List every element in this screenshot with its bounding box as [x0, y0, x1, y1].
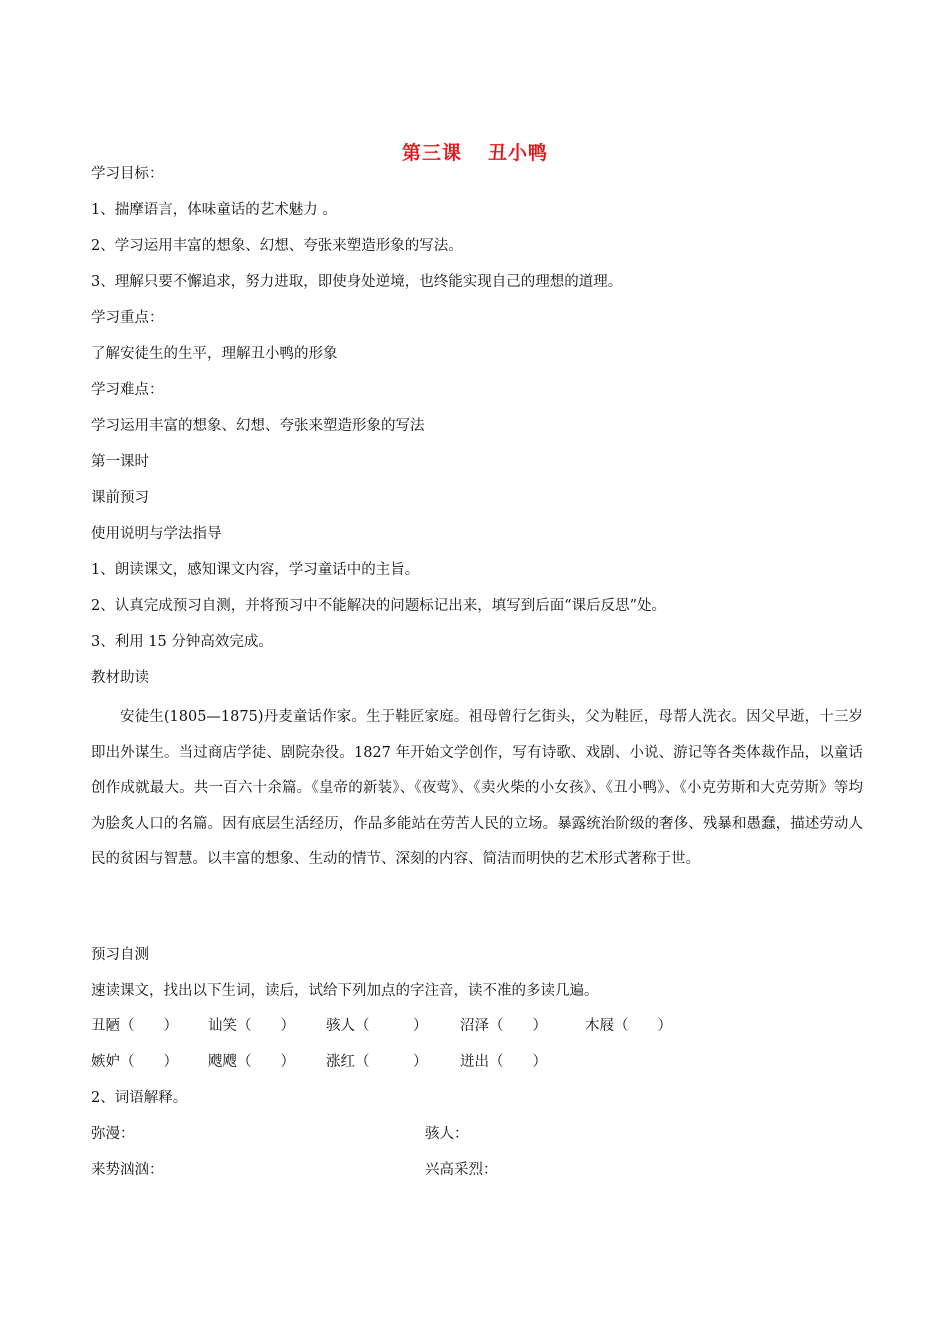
title-lesson-name: 丑小鸭 — [488, 142, 549, 164]
selftest-heading: 预习自测 — [91, 947, 149, 963]
pinyin-blank: 沼泽（ ） — [460, 1018, 547, 1034]
pinyin-blank: 嫉妒（ ） — [91, 1054, 178, 1070]
vocab-term: 兴高采烈： — [425, 1162, 498, 1178]
key-points-heading: 学习重点： — [91, 310, 164, 326]
pinyin-blank: 飕飕（ ） — [208, 1054, 295, 1070]
vocab-term: 骇人： — [425, 1126, 469, 1142]
goal-item: 1、揣摩语言，体味童话的艺术魅力 。 — [91, 202, 337, 218]
instructions-heading: 使用说明与学法指导 — [91, 526, 222, 542]
goals-heading: 学习目标： — [91, 166, 164, 182]
page-title — [0, 138, 950, 165]
lesson-period: 第一课时 — [91, 454, 149, 470]
instruction-item: 2、认真完成预习自测，并将预习中不能解决的问题标记出来，填写到后面“课后反思”处。 — [91, 598, 667, 614]
goal-item: 2、学习运用丰富的想象、幻想、夸张来塑造形象的写法。 — [91, 238, 463, 254]
pinyin-blank: 涨红（ ） — [326, 1054, 428, 1070]
difficulty-text: 学习运用丰富的想象、幻想、夸张来塑造形象的写法 — [91, 418, 425, 434]
title-lesson-number: 第三课 — [401, 142, 462, 164]
difficulty-heading: 学习难点： — [91, 382, 164, 398]
key-points-text: 了解安徒生的生平，理解丑小鸭的形象 — [91, 346, 338, 362]
selftest-intro: 速读课文，找出以下生词，读后，试给下列加点的字注音，读不准的多读几遍。 — [91, 983, 599, 999]
pinyin-blank: 迸出（ ） — [460, 1054, 547, 1070]
vocab-term: 来势汹汹： — [91, 1162, 164, 1178]
pinyin-blank: 讪笑（ ） — [208, 1018, 295, 1034]
pinyin-blank: 木屐（ ） — [585, 1018, 672, 1034]
vocab-term: 弥漫： — [91, 1126, 135, 1142]
material-heading: 教材助读 — [91, 670, 149, 686]
instruction-item: 3、利用 15 分钟高效完成。 — [91, 634, 273, 650]
goal-item: 3、理解只要不懈追求，努力进取，即使身处逆境，也终能实现自己的理想的道理。 — [91, 274, 623, 290]
vocab-heading: 2、词语解释。 — [91, 1090, 188, 1106]
pinyin-blank: 丑陋（ ） — [91, 1018, 178, 1034]
pinyin-blank: 骇人（ ） — [326, 1018, 428, 1034]
preview-heading: 课前预习 — [91, 490, 149, 506]
instruction-item: 1、朗读课文，感知课文内容，学习童话中的主旨。 — [91, 562, 420, 578]
material-paragraph: 安徒生(1805—1875)丹麦童话作家。生于鞋匠家庭。祖母曾行乞街头，父为鞋匠，母帮人洗衣。因父早逝，十三岁即出外谋生。当过商店学徒、剧院杂役。1827 年开始文学创作，写有诗歌、戏剧、小说、游记等各类体裁作品，以童话创作成就最大。共一百六十余篇。《皇帝的新装》、《夜莺》、《卖火柴的小女孩》、《丑小鸭》、《小克劳斯和大克劳斯》等均为脍炙人口的名篇。因有底层生活经历，作品多能站在劳苦人民的立场。暴露统治阶级的奢侈、残暴和愚蠢，描述劳动人民的贫困与智慧。以丰富的想象、生动的情节、深刻的内容、简洁而明快的艺术形式著称于世。 — [91, 709, 863, 868]
